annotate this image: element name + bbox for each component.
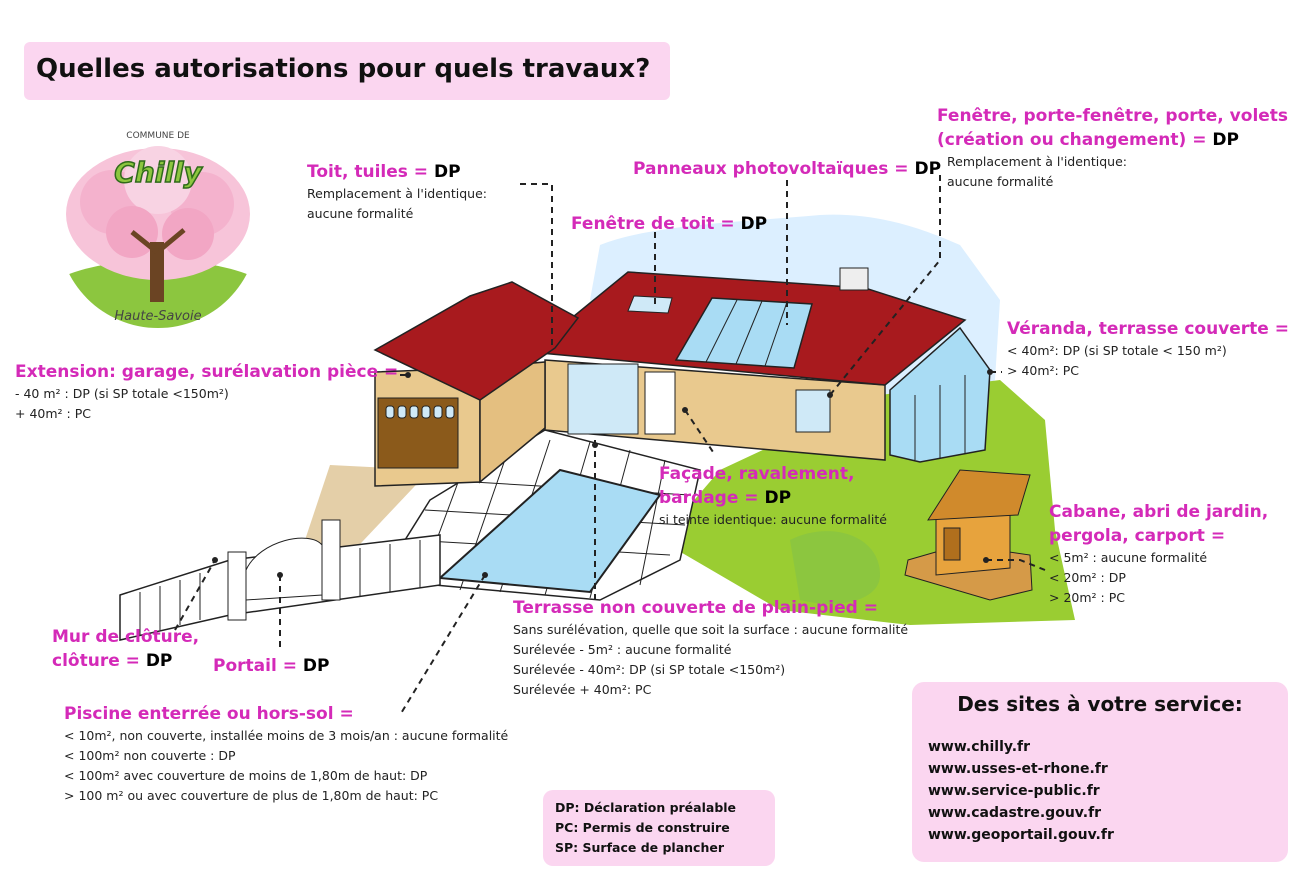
logo-name: Chilly	[114, 156, 202, 189]
legend-pc: PC: Permis de construire	[555, 820, 730, 835]
legend-box	[543, 790, 775, 866]
sites-box	[912, 682, 1288, 862]
label-toit: Toit, tuiles = DP Remplacement à l'identique: aucune formalité	[307, 162, 487, 221]
site-link-usses[interactable]: www.usses-et-rhone.fr	[928, 761, 1108, 777]
site-link-geoportail[interactable]: www.geoportail.gouv.fr	[928, 827, 1114, 843]
label-terrasse: Terrasse non couverte de plain-pied = Sans surélévation, quelle que soit la surface : aucune formalité Surélevée - 5m² : aucune formalité Surélevée - 40m²: DP (si SP totale <150m²) Surélevée + 40m²: PC	[513, 598, 909, 697]
legend-sp: SP: Surface de plancher	[555, 840, 724, 855]
site-link-chilly[interactable]: www.chilly.fr	[928, 739, 1031, 755]
house-window	[796, 390, 830, 432]
label-mur: Mur de clôture, clôture = DP	[52, 627, 200, 671]
page-title: Quelles autorisations pour quels travaux?	[36, 54, 651, 84]
gate-portail	[246, 538, 322, 600]
label-panneaux: Panneaux photovoltaïques = DP	[633, 159, 942, 179]
label-fenetre-toit: Fenêtre de toit = DP	[571, 214, 768, 234]
site-link-cadastre[interactable]: www.cadastre.gouv.fr	[928, 805, 1102, 821]
label-fenetre: Fenêtre, porte-fenêtre, porte, volets (création ou changement) = DP Remplacement à l'identique: aucune formalité	[937, 106, 1289, 189]
label-portail: Portail = DP	[213, 656, 330, 676]
label-extension: Extension: garage, surélavation pièce = - 40 m² : DP (si SP totale <150m²) + 40m² : PC	[15, 362, 399, 421]
front-door	[645, 372, 675, 434]
gate-post	[228, 552, 246, 620]
legend-dp: DP: Déclaration préalable	[555, 800, 737, 815]
label-piscine: Piscine enterrée ou hors-sol = < 10m², non couverte, installée moins de 3 mois/an : aucune formalité < 100m² non couverte : DP < 100m² avec couverture de moins de 1,80m de haut: DP > 100 m² ou avec couverture de plus de 1,80m de haut: PC	[64, 704, 509, 803]
label-veranda: Véranda, terrasse couverte = < 40m²: DP (si SP totale < 150 m²) > 40m²: PC	[1007, 319, 1289, 378]
logo-top-text: COMMUNE DE	[126, 131, 190, 141]
skylight	[628, 296, 672, 313]
patio-door	[568, 364, 638, 434]
site-link-service-public[interactable]: www.service-public.fr	[928, 783, 1100, 799]
label-cabane: Cabane, abri de jardin, pergola, carport = < 5m² : aucune formalité < 20m² : DP > 20m² : PC	[1049, 502, 1269, 605]
logo-bottom-text: Haute-Savoie	[114, 309, 202, 324]
sites-heading: Des sites à votre service:	[957, 692, 1243, 716]
label-facade: Façade, ravalement, bardage = DP si teinte identique: aucune formalité	[659, 464, 887, 527]
